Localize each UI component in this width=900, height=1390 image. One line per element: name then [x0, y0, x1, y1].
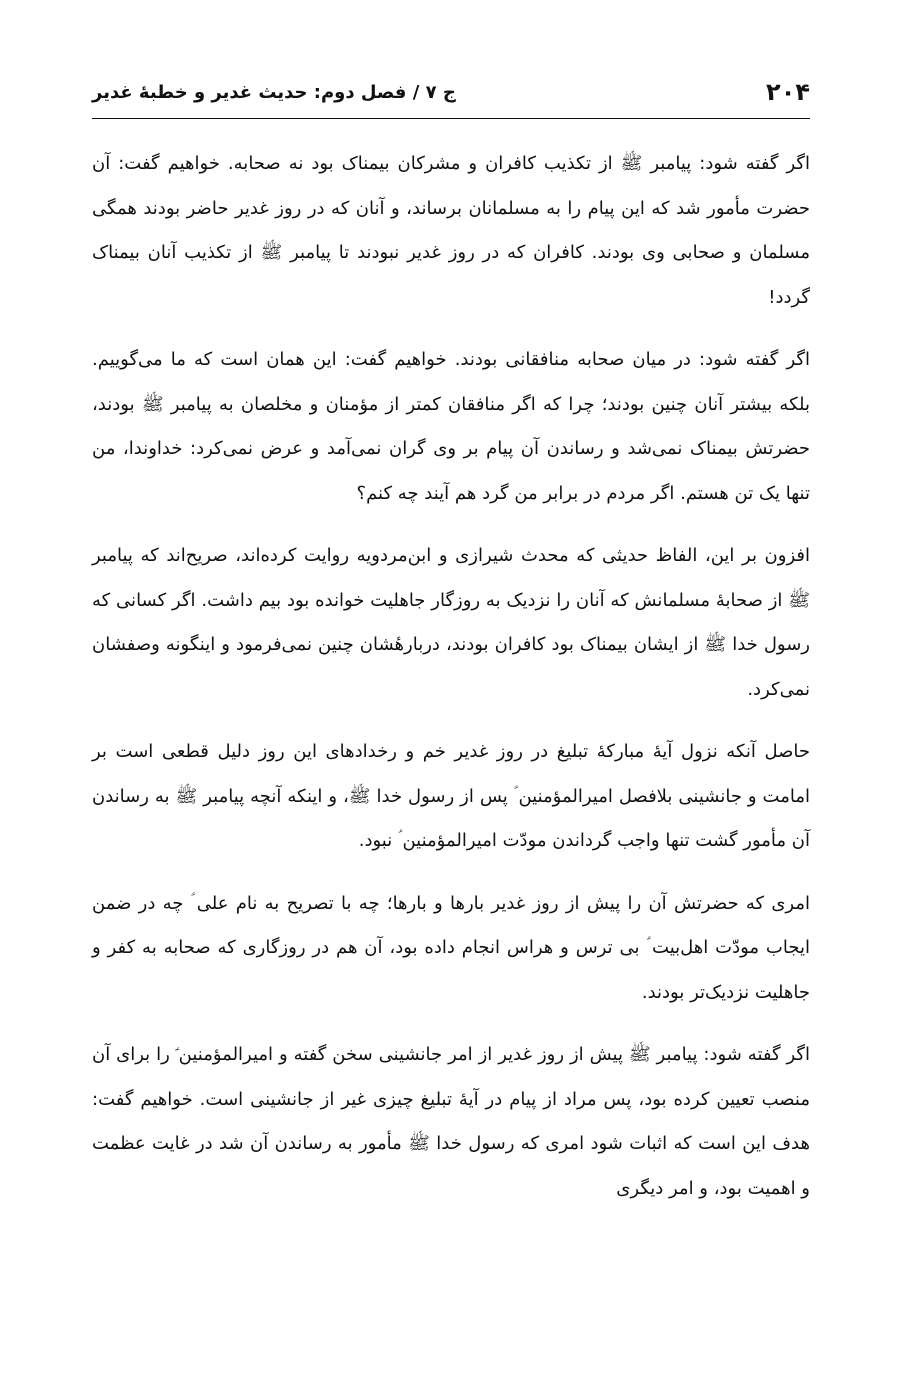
paragraph-1: اگر گفته شود: پیامبر ﷺ از تکذیب کافران و مشرکان بیمناک بود نه صحابه. خواهیم گفت: آن حضرت مأمور شد که این پیام را به مسلمانان برساند، و آنان که در روز غدیر حاضر بودند همگی مسلمان و صحابی وی بودند. کافران که در روز غدیر نبودند تا پیامبر ﷺ از تکذیب آنان بیمناک گردد! — [92, 153, 810, 308]
header-divider — [92, 118, 810, 119]
body-text — [92, 142, 810, 1229]
paragraph-4: حاصل آنکه نزول آیهٔ مبارکهٔ تبلیغ در روز غدیر خم و رخدادهای این روز دلیل قطعی است بر امامت و جانشینی بلافصل امیرالمؤمنین ؑ پس از رسول خدا ﷺ، و اینکه آنچه پیامبر ﷺ به رساندن آن مأمور گشت تنها واجب گرداندن مودّت امیرالمؤمنین ؑ نبود. — [92, 741, 810, 851]
page-header — [92, 72, 810, 112]
page-number: ۲۰۴ — [766, 78, 810, 106]
paragraph-5: امری که حضرتش آن را پیش از روز غدیر بارها و بارها؛ چه با تصریح به نام علی ؑ چه در ضمن ایجاب مودّت اهل‌بیت ؑ بی ترس و هراس انجام داده بود، آن هم در روزگاری که صحابه به کفر و جاهلیت نزدیک‌تر بودند. — [92, 892, 810, 1003]
paragraph-6: اگر گفته شود: پیامبر ﷺ پیش از روز غدیر از امر جانشینی سخن گفته و امیرالمؤمنین ؑ را برای آن منصب تعیین کرده بود، پس مراد از پیام در آیهٔ تبلیغ چیزی غیر از جانشینی است. خواهیم گفت: هدف این است که اثبات شود امری که رسول خدا ﷺ مأمور به رساندن آن شد در غایت عظمت و اهمیت بود، و امر دیگری — [92, 1044, 810, 1199]
running-title: ج ۷ / فصل دوم: حدیث غدیر و خطبهٔ غدیر — [92, 81, 456, 103]
paragraph-3: افزون بر این، الفاظ حدیثی که محدث شیرازی و ابن‌مردویه روایت کرده‌اند، صریح‌اند که پیامبر ﷺ از صحابهٔ مسلمانش که آنان را نزدیک به روزگار جاهلیت خوانده بود بیم داشت. اگر کسانی که رسول خدا ﷺ از ایشان بیمناک بود کافران بودند، دربارهٔشان چنین نمی‌فرمود و اینگونه وصفشان نمی‌کرد. — [92, 545, 810, 700]
paragraph-2: اگر گفته شود: در میان صحابه منافقانی بودند. خواهیم گفت: این همان است که ما می‌گوییم. بلکه بیشتر آنان چنین بودند؛ چرا که اگر منافقان کمتر از مؤمنان و مخلصان به پیامبر ﷺ بودند، حضرتش بیمناک نمی‌شد و رساندن آن پیام بر وی گران نمی‌آمد و عرض نمی‌کرد: خداوندا، من تنها یک تن هستم. اگر مردم در برابر من گرد هم آیند چه کنم؟ — [92, 349, 810, 504]
